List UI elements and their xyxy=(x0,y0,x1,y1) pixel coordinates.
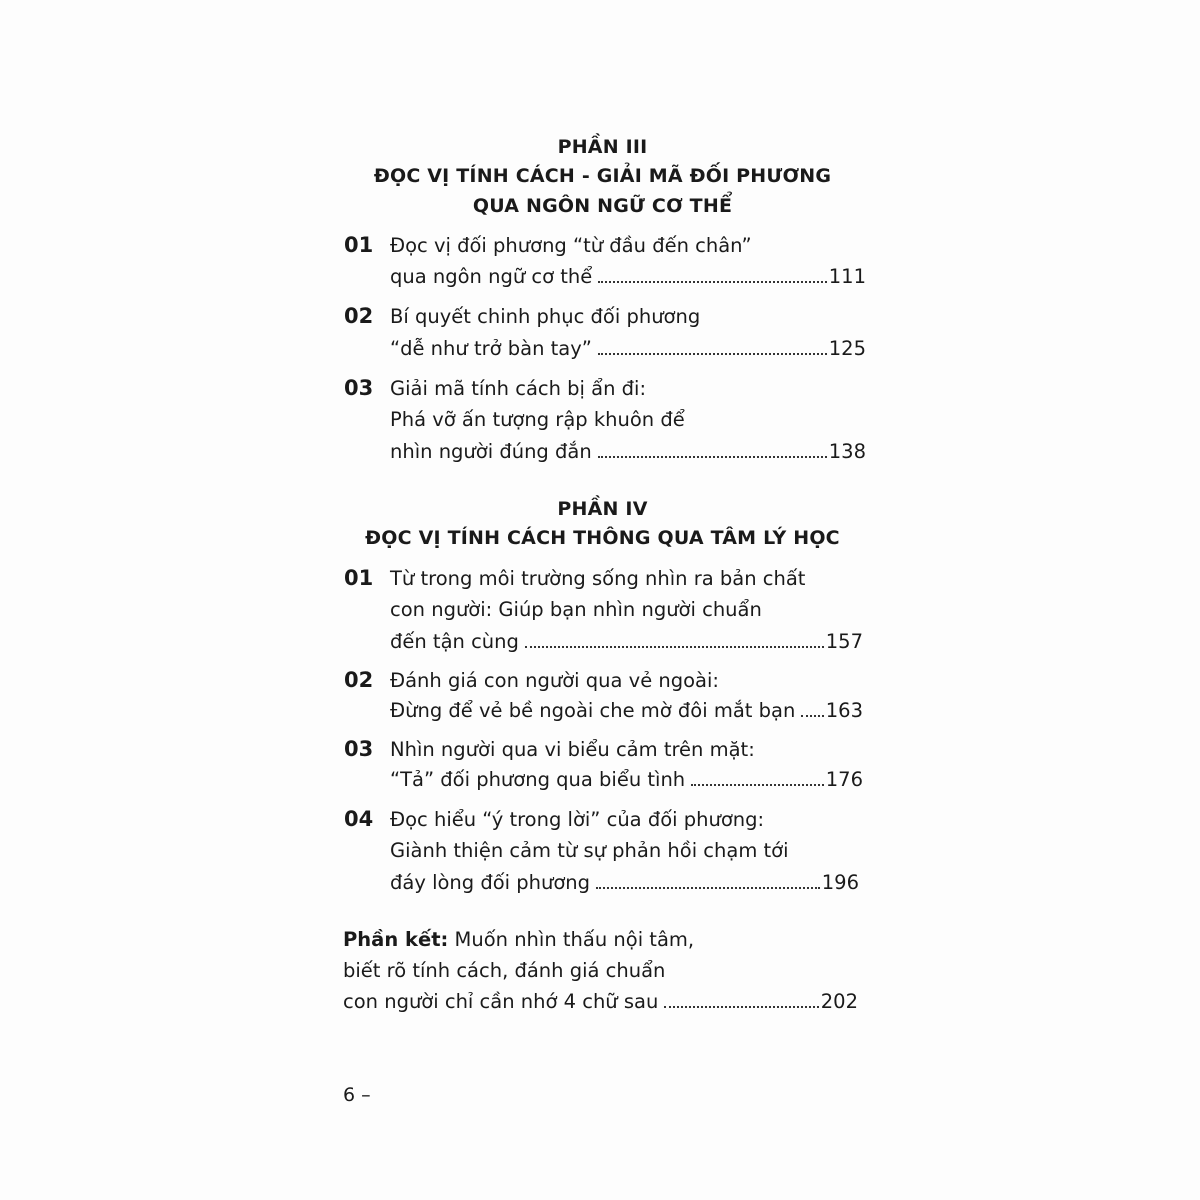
conclusion-title: con người chỉ cần nhớ 4 chữ sau xyxy=(343,990,659,1013)
toc-entry-title: Đừng để vẻ bề ngoài che mờ đôi mắt bạn xyxy=(390,699,796,722)
dot-leader xyxy=(596,887,820,889)
toc-entry-leader-row[interactable] xyxy=(390,265,866,288)
toc-entry-leader-row[interactable] xyxy=(343,990,858,1013)
part4-label: PHẦN IV xyxy=(557,498,648,520)
dot-leader xyxy=(598,353,827,355)
toc-entry-title: qua ngôn ngữ cơ thể xyxy=(390,265,593,288)
conclusion-first-line xyxy=(343,928,694,951)
toc-entry-number: 02 xyxy=(344,668,374,692)
toc-entry-number: 02 xyxy=(344,304,374,328)
toc-page-number: 125 xyxy=(828,337,866,360)
dot-leader xyxy=(598,456,827,458)
toc-entry-title: Đọc hiểu “ý trong lời” của đối phương: xyxy=(390,808,765,831)
toc-entry-title: “dễ như trở bàn tay” xyxy=(390,337,592,360)
toc-entry-title: “Tả” đối phương qua biểu tình xyxy=(390,768,686,791)
toc-page-number: 163 xyxy=(825,699,863,722)
part3-label: PHẦN III xyxy=(557,136,648,158)
toc-entry-leader-row[interactable] xyxy=(390,630,863,653)
toc-entry-title: Đọc vị đối phương “từ đầu đến chân” xyxy=(390,234,752,257)
toc-entry-title: nhìn người đúng đắn xyxy=(390,440,592,463)
conclusion-title: biết rõ tính cách, đánh giá chuẩn xyxy=(343,959,666,982)
toc-entry-number: 01 xyxy=(344,566,374,590)
toc-entry-title: Giành thiện cảm từ sự phản hồi chạm tới xyxy=(390,839,789,862)
dot-leader xyxy=(598,281,827,283)
toc-entry-leader-row[interactable] xyxy=(390,337,866,360)
toc-page-number: 111 xyxy=(828,265,866,288)
toc-page-number: 176 xyxy=(825,768,863,791)
toc-entry-title: con người: Giúp bạn nhìn người chuẩn xyxy=(390,598,762,621)
toc-entry-title: Bí quyết chinh phục đối phương xyxy=(390,305,701,328)
toc-entry-leader-row[interactable] xyxy=(390,768,863,791)
toc-page-number: 157 xyxy=(825,630,863,653)
toc-entry-title: đến tận cùng xyxy=(390,630,519,653)
toc-entry-title: đáy lòng đối phương xyxy=(390,871,591,894)
conclusion-label: Phần kết: xyxy=(343,928,449,951)
toc-page-number: 138 xyxy=(828,440,866,463)
toc-entry-leader-row[interactable] xyxy=(390,699,863,722)
part3-title-line1: ĐỌC VỊ TÍNH CÁCH - GIẢI MÃ ĐỐI PHƯƠNG xyxy=(373,165,832,187)
toc-entry-number: 04 xyxy=(344,807,374,831)
toc-entry-leader-row[interactable] xyxy=(390,440,866,463)
toc-entry-title: Đánh giá con người qua vẻ ngoài: xyxy=(390,669,719,692)
toc-page-number: 202 xyxy=(820,990,858,1013)
toc-entry-title: Giải mã tính cách bị ẩn đi: xyxy=(390,377,647,400)
dot-leader xyxy=(691,784,824,786)
dot-leader xyxy=(664,1006,818,1008)
toc-entry-number: 01 xyxy=(344,233,374,257)
toc-page-number: 196 xyxy=(821,871,859,894)
toc-entry-number: 03 xyxy=(344,376,374,400)
toc-entry-leader-row[interactable] xyxy=(390,871,859,894)
conclusion-title: Muốn nhìn thấu nội tâm, xyxy=(454,928,695,951)
toc-entry-title: Phá vỡ ấn tượng rập khuôn để xyxy=(390,408,685,431)
dot-leader xyxy=(525,646,824,648)
page-number-footer: 6 – xyxy=(343,1084,371,1106)
part4-title-line1: ĐỌC VỊ TÍNH CÁCH THÔNG QUA TÂM LÝ HỌC xyxy=(365,527,840,549)
part3-title-line2: QUA NGÔN NGỮ CƠ THỂ xyxy=(472,195,733,217)
toc-entry-number: 03 xyxy=(344,737,374,761)
dot-leader xyxy=(801,715,823,717)
toc-entry-title: Nhìn người qua vi biểu cảm trên mặt: xyxy=(390,738,755,761)
toc-entry-title: Từ trong môi trường sống nhìn ra bản chất xyxy=(390,567,806,590)
